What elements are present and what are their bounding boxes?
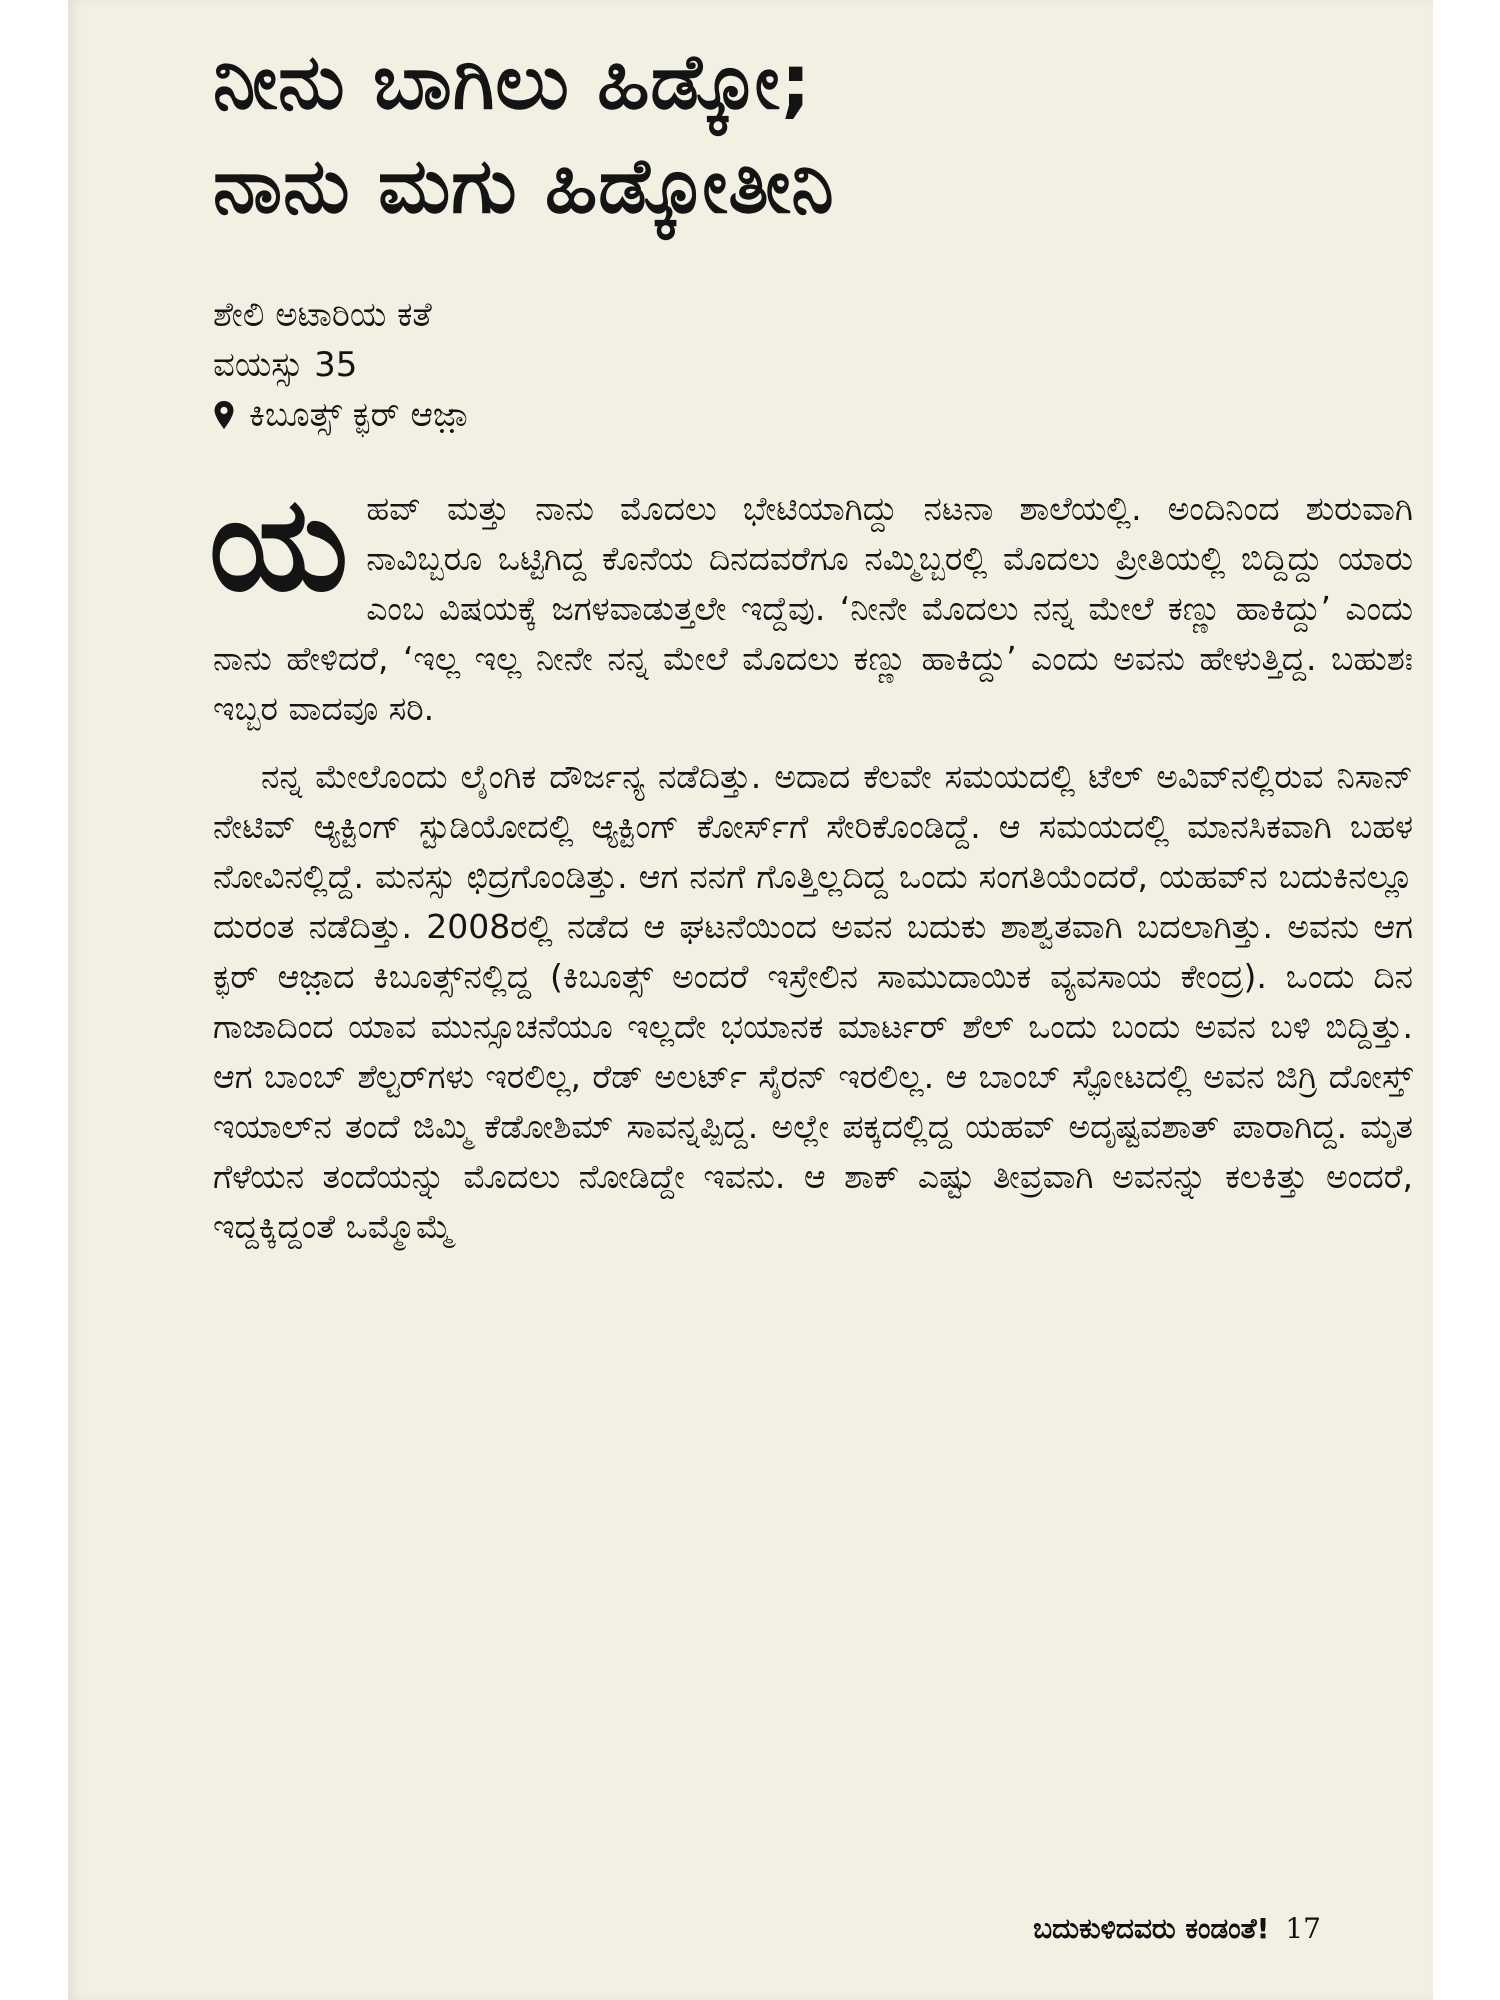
story-location-text: ಕಿಬೂತ್ಸ್ ಕ್ಫರ್ ಆಜ಼ಾ [249,395,468,435]
chapter-title-line-2: ನಾನು ಮಗು ಹಿಡ್ಕೋತೀನಿ [213,141,835,230]
page-content [209,30,1413,1270]
chapter-title-line-1: ನೀನು ಬಾಗಿಲು ಹಿಡ್ಕೋ; [213,37,812,126]
paragraph-1-text: ಹವ್ ಮತ್ತು ನಾನು ಮೊದಲು ಭೇಟಿಯಾಗಿದ್ದು ನಟನಾ ಶಾಲೆಯಲ್ಲಿ. ಅಂದಿನಿಂದ ಶುರುವಾಗಿ ನಾವಿಬ್ಬರೂ ಒಟ್ಟಿಗಿದ್ದ ಕೊನೆಯ ದಿನದವರೆಗೂ ನಮ್ಮಿಬ್ಬರಲ್ಲಿ ಮೊದಲು ಪ್ರೀತಿಯಲ್ಲಿ ಬಿದ್ದಿದ್ದು ಯಾರು ಎಂಬ ವಿಷಯಕ್ಕೆ ಜಗಳವಾಡುತ್ತಲೇ ಇದ್ದೆವು. ‘ನೀನೇ ಮೊದಲು ನನ್ನ ಮೇಲೆ ಕಣ್ಣು ಹಾಕಿದ್ದು’ ಎಂದು ನಾನು ಹೇಳಿದರೆ, ‘ಇಲ್ಲ ಇಲ್ಲ ನೀನೇ ನನ್ನ ಮೇಲೆ ಮೊದಲು ಕಣ್ಣು ಹಾಕಿದ್ದು’ ಎಂದು ಅವನು ಹೇಳುತ್ತಿದ್ದ. ಬಹುಶಃ ಇಬ್ಬರ ವಾದವೂ ಸರಿ. [213,489,1413,728]
page-number: 17 [1285,1912,1321,1945]
map-pin-icon [213,400,235,430]
story-age: ವಯಸ್ಸು 35 [213,345,358,385]
running-footer-title: ಬದುಕುಳಿದವರು ಕಂಡಂತೆ! [1033,1912,1270,1945]
story-byline: ಶೇಲಿ ಅಟಾರಿಯ ಕತೆ [213,295,432,335]
page-paper [68,0,1433,2000]
drop-cap: ಯ [209,467,349,620]
article-body [209,467,1413,1252]
story-meta [213,290,1413,440]
chapter-title [213,30,1413,238]
paragraph-1 [209,467,1413,734]
page-footer [1033,1912,1321,1946]
paragraph-2: ನನ್ನ ಮೇಲೊಂದು ಲೈಂಗಿಕ ದೌರ್ಜನ್ಯ ನಡೆದಿತ್ತು. ಅದಾದ ಕೆಲವೇ ಸಮಯದಲ್ಲಿ ಟೆಲ್ ಅವಿವ್‌ನಲ್ಲಿರುವ ನಿಸಾನ್ ನೇಟಿವ್ ಆ್ಯಕ್ಟಿಂಗ್ ಸ್ಟುಡಿಯೋದಲ್ಲಿ ಆ್ಯಕ್ಟಿಂಗ್ ಕೋರ್ಸ್‌ಗೆ ಸೇರಿಕೊಂಡಿದ್ದೆ. ಆ ಸಮಯದಲ್ಲಿ ಮಾನಸಿಕವಾಗಿ ಬಹಳ ನೋವಿನಲ್ಲಿದ್ದೆ. ಮನಸ್ಸು ಛಿದ್ರಗೊಂಡಿತ್ತು. ಆಗ ನನಗೆ ಗೊತ್ತಿಲ್ಲದಿದ್ದ ಒಂದು ಸಂಗತಿಯೆಂದರೆ, ಯಹವ್‌ನ ಬದುಕಿನಲ್ಲೂ ದುರಂತ ನಡೆದಿತ್ತು. 2008ರಲ್ಲಿ ನಡೆದ ಆ ಘಟನೆಯಿಂದ ಅವನ ಬದುಕು ಶಾಶ್ವತವಾಗಿ ಬದಲಾಗಿತ್ತು. ಅವನು ಆಗ ಕ್ಫರ್ ಆಜ಼ಾದ ಕಿಬೂತ್ಸ್‌ನಲ್ಲಿದ್ದ (ಕಿಬೂತ್ಸ್ ಅಂದರೆ ಇಸ್ರೇಲಿನ ಸಾಮುದಾಯಿಕ ವ್ಯವಸಾಯ ಕೇಂದ್ರ). ಒಂದು ದಿನ ಗಾಜಾದಿಂದ ಯಾವ ಮುನ್ಸೂಚನೆಯೂ ಇಲ್ಲದೇ ಭಯಾನಕ ಮಾರ್ಟರ್ ಶೆಲ್ ಒಂದು ಬಂದು ಅವನ ಬಳಿ ಬಿದ್ದಿತ್ತು. ಆಗ ಬಾಂಬ್ ಶೆಲ್ಟರ್‌ಗಳು ಇರಲಿಲ್ಲ, ರೆಡ್ ಅಲರ್ಟ್ ಸೈರನ್ ಇರಲಿಲ್ಲ. ಆ ಬಾಂಬ್ ಸ್ಫೋಟದಲ್ಲಿ ಅವನ ಜಿಗ್ರಿ ದೋಸ್ತ್ ಇಯಾಲ್‌ನ ತಂದೆ ಜಿಮ್ಮಿ ಕೆಡೋಶಿಮ್ ಸಾವನ್ನಪ್ಪಿದ್ದ. ಅಲ್ಲೇ ಪಕ್ಕದಲ್ಲಿದ್ದ ಯಹವ್ ಅದೃಷ್ಟವಶಾತ್ ಪಾರಾಗಿದ್ದ. ಮೃತ ಗೆಳೆಯನ ತಂದೆಯನ್ನು ಮೊದಲು ನೋಡಿದ್ದೇ ಇವನು. ಆ ಶಾಕ್ ಎಷ್ಟು ತೀವ್ರವಾಗಿ ಅವನನ್ನು ಕಲಕಿತ್ತು ಅಂದರೆ, ಇದ್ದಕ್ಕಿದ್ದಂತೆ ಒಮ್ಮೊಮ್ಮೆ [213,757,1413,1246]
story-location [213,390,1413,440]
